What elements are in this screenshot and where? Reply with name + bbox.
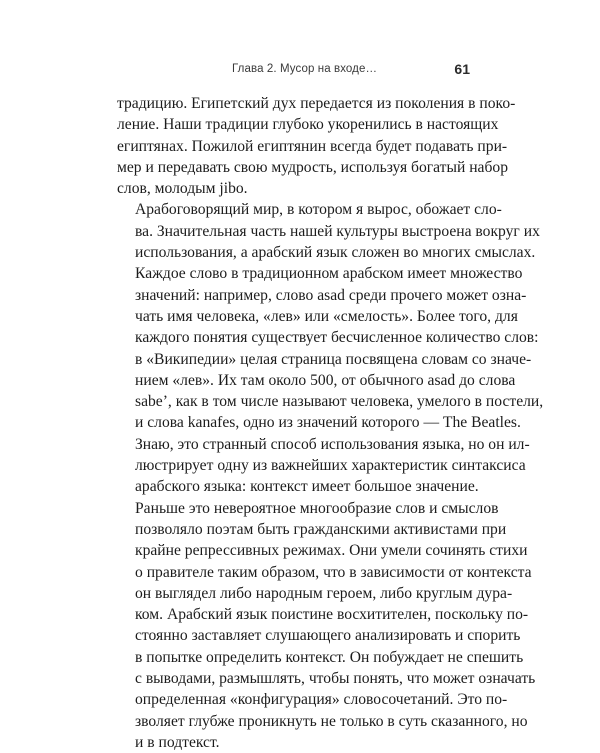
text-line: ление. Наши традиции глубоко укоренились в настоящих	[117, 116, 499, 134]
paragraph	[117, 199, 544, 497]
page-number: 61	[454, 61, 470, 77]
text-line: Арабоговорящий мир, в котором я вырос, обожает сло-	[135, 201, 502, 219]
text-line: Каждое слово в традиционном арабском имеет множество	[135, 265, 523, 283]
text-line: использования, а арабский язык сложен во многих смыслах.	[135, 244, 536, 262]
text-line: о правителе таким образом, что в зависимости от контекста	[135, 563, 532, 581]
text-line: позволяло поэтам быть гражданскими активистами при	[135, 520, 507, 538]
text-line: в «Википедии» целая страница посвящена словам со значе-	[135, 350, 532, 368]
running-header	[232, 62, 470, 78]
text-line: с выводами, размышлять, чтобы понять, что может означать	[135, 670, 536, 688]
text-line: определенная «конфигурация» словосочетаний. Это по-	[135, 691, 508, 709]
chapter-title: Глава 2. Мусор на входе…	[232, 63, 378, 75]
text-line: и слова kanafes, одно из значений которого — The Beatles.	[135, 414, 521, 432]
text-line: люстрирует одну из важнейших характеристик синтаксиса	[135, 457, 526, 475]
text-line: мер и передавать свою мудрость, используя богатый набор	[117, 158, 509, 176]
text-line: sabe’, как в том числе называют человека, умелого в постели,	[135, 393, 544, 411]
text-line: ком. Арабский язык поистине восхитителен, поскольку по-	[135, 606, 529, 624]
text-line: зволяет глубже проникнуть не только в суть сказанного, но	[135, 712, 528, 730]
paragraph	[117, 93, 516, 199]
text-line: слов, молодым jibo.	[117, 180, 248, 198]
text-line: нием «лев». Их там около 500, от обычного asad до слова	[135, 371, 516, 389]
text-line: традицию. Египетский дух передается из поколения в поко-	[117, 95, 516, 112]
text-line: и в подтекст.	[135, 733, 220, 751]
text-line: каждого понятия существует бесчисленное количество слов:	[135, 329, 539, 347]
text-line: египтянах. Пожилой египтянин всегда будет подавать при-	[117, 137, 508, 155]
paragraph	[117, 498, 536, 753]
text-line: ва. Значительная часть нашей культуры выстроена вокруг их	[135, 222, 540, 240]
body-text	[117, 93, 544, 753]
text-line: он выглядел либо народным героем, либо круглым дура-	[135, 584, 513, 602]
text-line: значений: например, слово asad среди прочего может озна-	[135, 286, 527, 304]
text-line: крайне репрессивных режимах. Они умели сочинять стихи	[135, 542, 528, 560]
text-line: стоянно заставляет слушающего анализировать и спорить	[135, 627, 521, 645]
text-line: в попытке определить контекст. Он побуждает не спешить	[135, 648, 524, 666]
text-line: арабского языка: контекст имеет большое значение.	[135, 478, 479, 496]
text-line: чать имя человека, «лев» или «смелость». Более того, для	[135, 307, 518, 325]
text-line: Раньше это невероятное многообразие слов и смыслов	[135, 499, 499, 517]
text-line: Знаю, это странный способ использования языка, но он ил-	[135, 435, 530, 453]
